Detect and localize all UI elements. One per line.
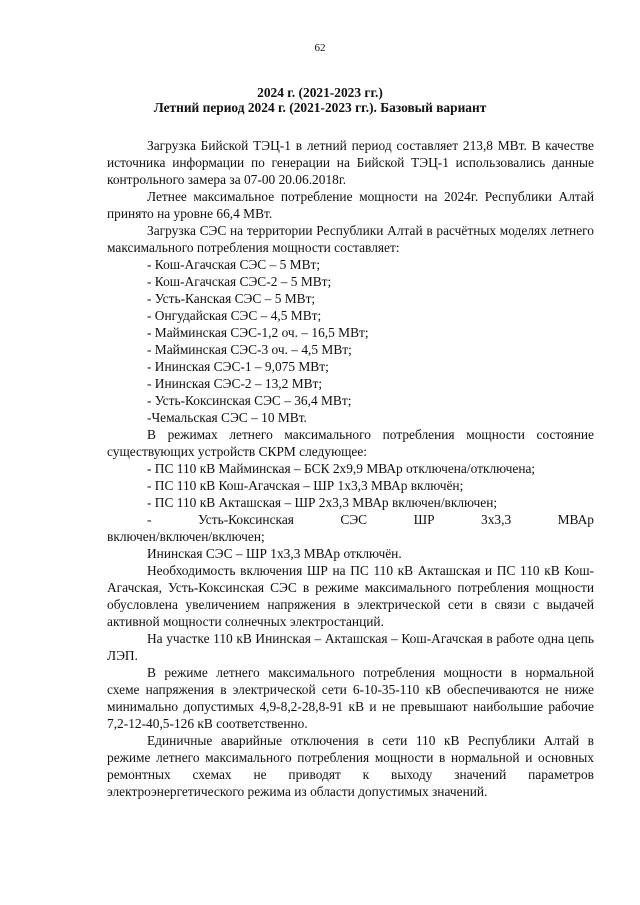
paragraph-tec-load: Загрузка Бийской ТЭЦ-1 в летний период составляет 213,8 МВт. В качестве источника информации по генерации на Бийской ТЭЦ-1 использовались данные контрольного замера за 07-00 20.06.2018г. bbox=[107, 138, 594, 187]
section-heading-period: Летний период 2024 г. (2021-2023 гг.). Базовый вариант bbox=[153, 100, 487, 115]
ses-list-item: - Усть-Канская СЭС – 5 МВт; bbox=[147, 291, 316, 306]
page-number: 62 bbox=[314, 42, 326, 54]
paragraph-ses-load-intro: Загрузка СЭС на территории Республики Алтай в расчётных моделях летнего максимального потребления мощности составляет: bbox=[107, 223, 594, 255]
skrm-list-item: - ПС 110 кВ Кош-Агачская – ШР 1х3,3 МВАр включён; bbox=[147, 478, 464, 493]
skrm-list-item: - ПС 110 кВ Майминская – БСК 2х9,9 МВАр отключена/отключена; bbox=[147, 461, 536, 476]
ses-list-item: - Майминская СЭС-3 оч. – 4,5 МВт; bbox=[147, 342, 352, 357]
paragraph-max-consumption: Летнее максимальное потребление мощности на 2024г. Республики Алтай принято на уровне 66,4 МВт. bbox=[107, 189, 594, 221]
paragraph-ininskaya-shr: Ининская СЭС – ШР 1х3,3 МВАр отключён. bbox=[147, 546, 402, 561]
skrm-list-item: - ПС 110 кВ Акташская – ШР 2х3,3 МВАр включен/включен; bbox=[147, 495, 498, 510]
ses-list-item: - Ининская СЭС-2 – 13,2 МВт; bbox=[147, 376, 323, 391]
ses-list-item: - Кош-Агачская СЭС – 5 МВт; bbox=[147, 257, 321, 272]
ses-list-item: - Онгудайская СЭС – 4,5 МВт; bbox=[147, 308, 322, 323]
section-heading-year: 2024 г. (2021-2023 гг.) bbox=[257, 85, 383, 100]
ses-list-item: - Ининская СЭС-1 – 9,075 МВт; bbox=[147, 359, 329, 374]
ses-list-item: - Кош-Агачская СЭС-2 – 5 МВт; bbox=[147, 274, 332, 289]
ses-list-item: -Чемальская СЭС – 10 МВт. bbox=[147, 410, 307, 425]
paragraph-skrm-intro: В режимах летнего максимального потребления мощности состояние существующих устройств СКРМ следующее: bbox=[107, 427, 594, 459]
skrm-list-item-ust-koksinskaya: - Усть-Коксинская СЭС ШР 3х3,3 МВАр bbox=[147, 512, 594, 527]
skrm-list-item-ust-koksinskaya-state: включен/включен/включен; bbox=[107, 529, 265, 544]
ses-list-item: - Усть-Коксинская СЭС – 36,4 МВт; bbox=[147, 393, 352, 408]
paragraph-line-section: На участке 110 кВ Ининская – Акташская – Кош-Агачская в работе одна цепь ЛЭП. bbox=[107, 631, 594, 663]
ses-list-item: - Майминская СЭС-1,2 оч. – 16,5 МВт; bbox=[147, 325, 369, 340]
paragraph-voltage-levels: В режиме летнего максимального потребления мощности в нормальной схеме напряжения в электрической сети 6-10-35-110 кВ обеспечиваются не ниже минимально допустимых 4,9-8,2-28,8-91 кВ и не превышают наибольшие рабочие 7,2-12-40,5-126 кВ соответственно. bbox=[107, 665, 594, 731]
paragraph-shr-necessity: Необходимость включения ШР на ПС 110 кВ Акташская и ПС 110 кВ Кош-Агачская, Усть-Коксинская СЭС в режиме максимального потребления мощности обусловлена увеличением напряжения в электрической сети в связи с выдачей активной мощности солнечных электростанций. bbox=[107, 563, 594, 629]
paragraph-emergency-outages: Единичные аварийные отключения в сети 110 кВ Республики Алтай в режиме летнего максимального потребления мощности в нормальной и основных ремонтных схемах не приводят к выходу значений параметров электроэнергетического режима из области допустимых значений. bbox=[107, 733, 594, 799]
document-body bbox=[107, 137, 594, 800]
